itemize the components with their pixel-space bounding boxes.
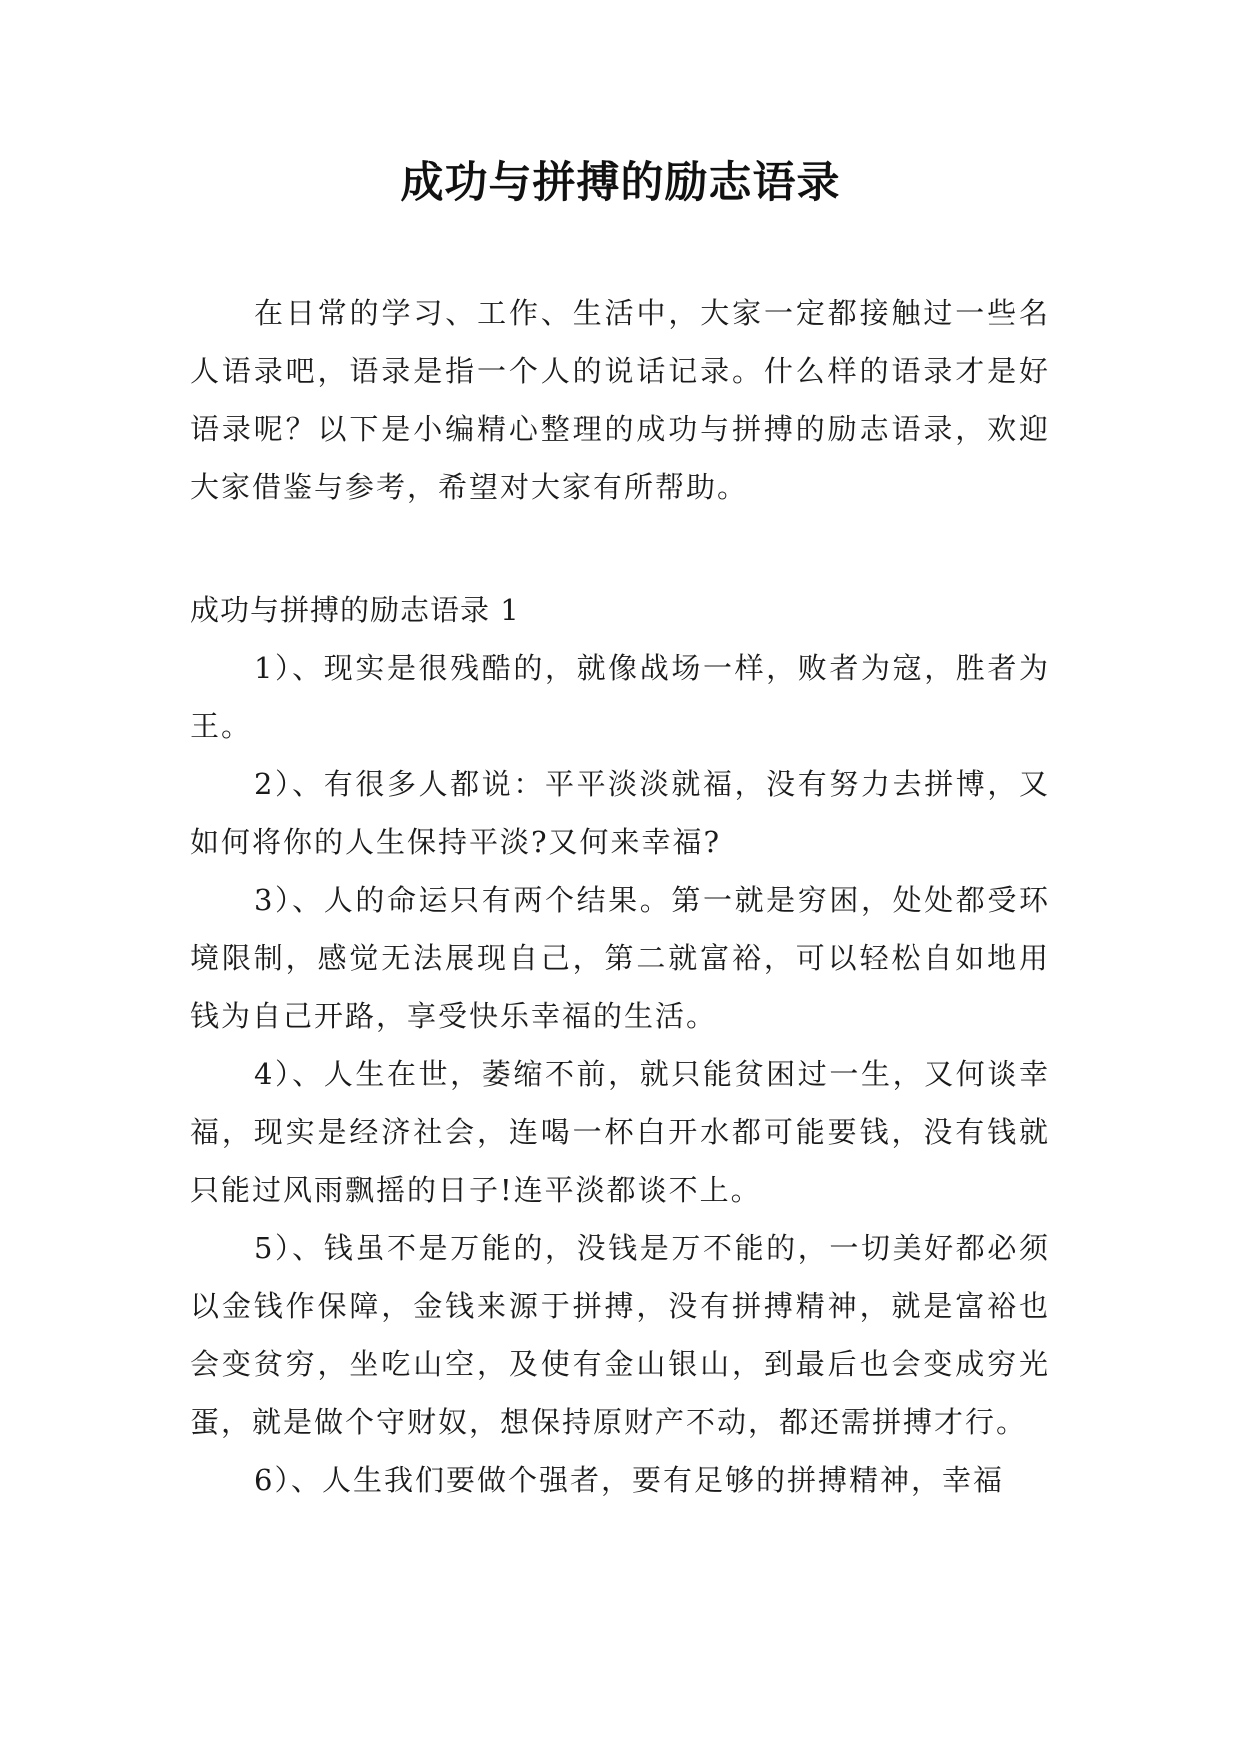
quote-item-6: 6）、人生我们要做个强者，要有足够的拼搏精神，幸福 (254, 1463, 1004, 1497)
document-title: 成功与拼搏的励志语录 (400, 158, 841, 208)
quote-item-3: 3）、人的命运只有两个结果。第一就是穷困，处处都受环境限制，感觉无法展现自己，第二就富裕，可以轻松自如地用钱为自己开路，享受快乐幸福的生活。 (190, 883, 1050, 1033)
intro-paragraph: 在日常的学习、工作、生活中，大家一定都接触过一些名人语录吧，语录是指一个人的说话记录。什么样的语录才是好语录呢？以下是小编精心整理的成功与拼搏的励志语录，欢迎大家借鉴与参考，希望对大家有所帮助。 (190, 296, 1050, 504)
quote-item-4: 4）、人生在世，萎缩不前，就只能贫困过一生，又何谈幸福，现实是经济社会，连喝一杯白开水都可能要钱，没有钱就只能过风雨飘摇的日子!连平淡都谈不上。 (190, 1057, 1050, 1207)
section-heading: 成功与拼搏的励志语录 1 (190, 593, 520, 627)
quote-item-2: 2）、有很多人都说：平平淡淡就福，没有努力去拼博，又如何将你的人生保持平淡?又何来幸福? (190, 767, 1050, 859)
quote-item-1: 1）、现实是很残酷的，就像战场一样，败者为寇，胜者为王。 (190, 651, 1050, 743)
quote-item-5: 5）、钱虽不是万能的，没钱是万不能的，一切美好都必须以金钱作保障，金钱来源于拼搏，没有拼搏精神，就是富裕也会变贫穷，坐吃山空，及使有金山银山，到最后也会变成穷光蛋，就是做个守财奴，想保持原财产不动，都还需拼搏才行。 (190, 1231, 1050, 1439)
quote-list (190, 639, 1050, 1509)
